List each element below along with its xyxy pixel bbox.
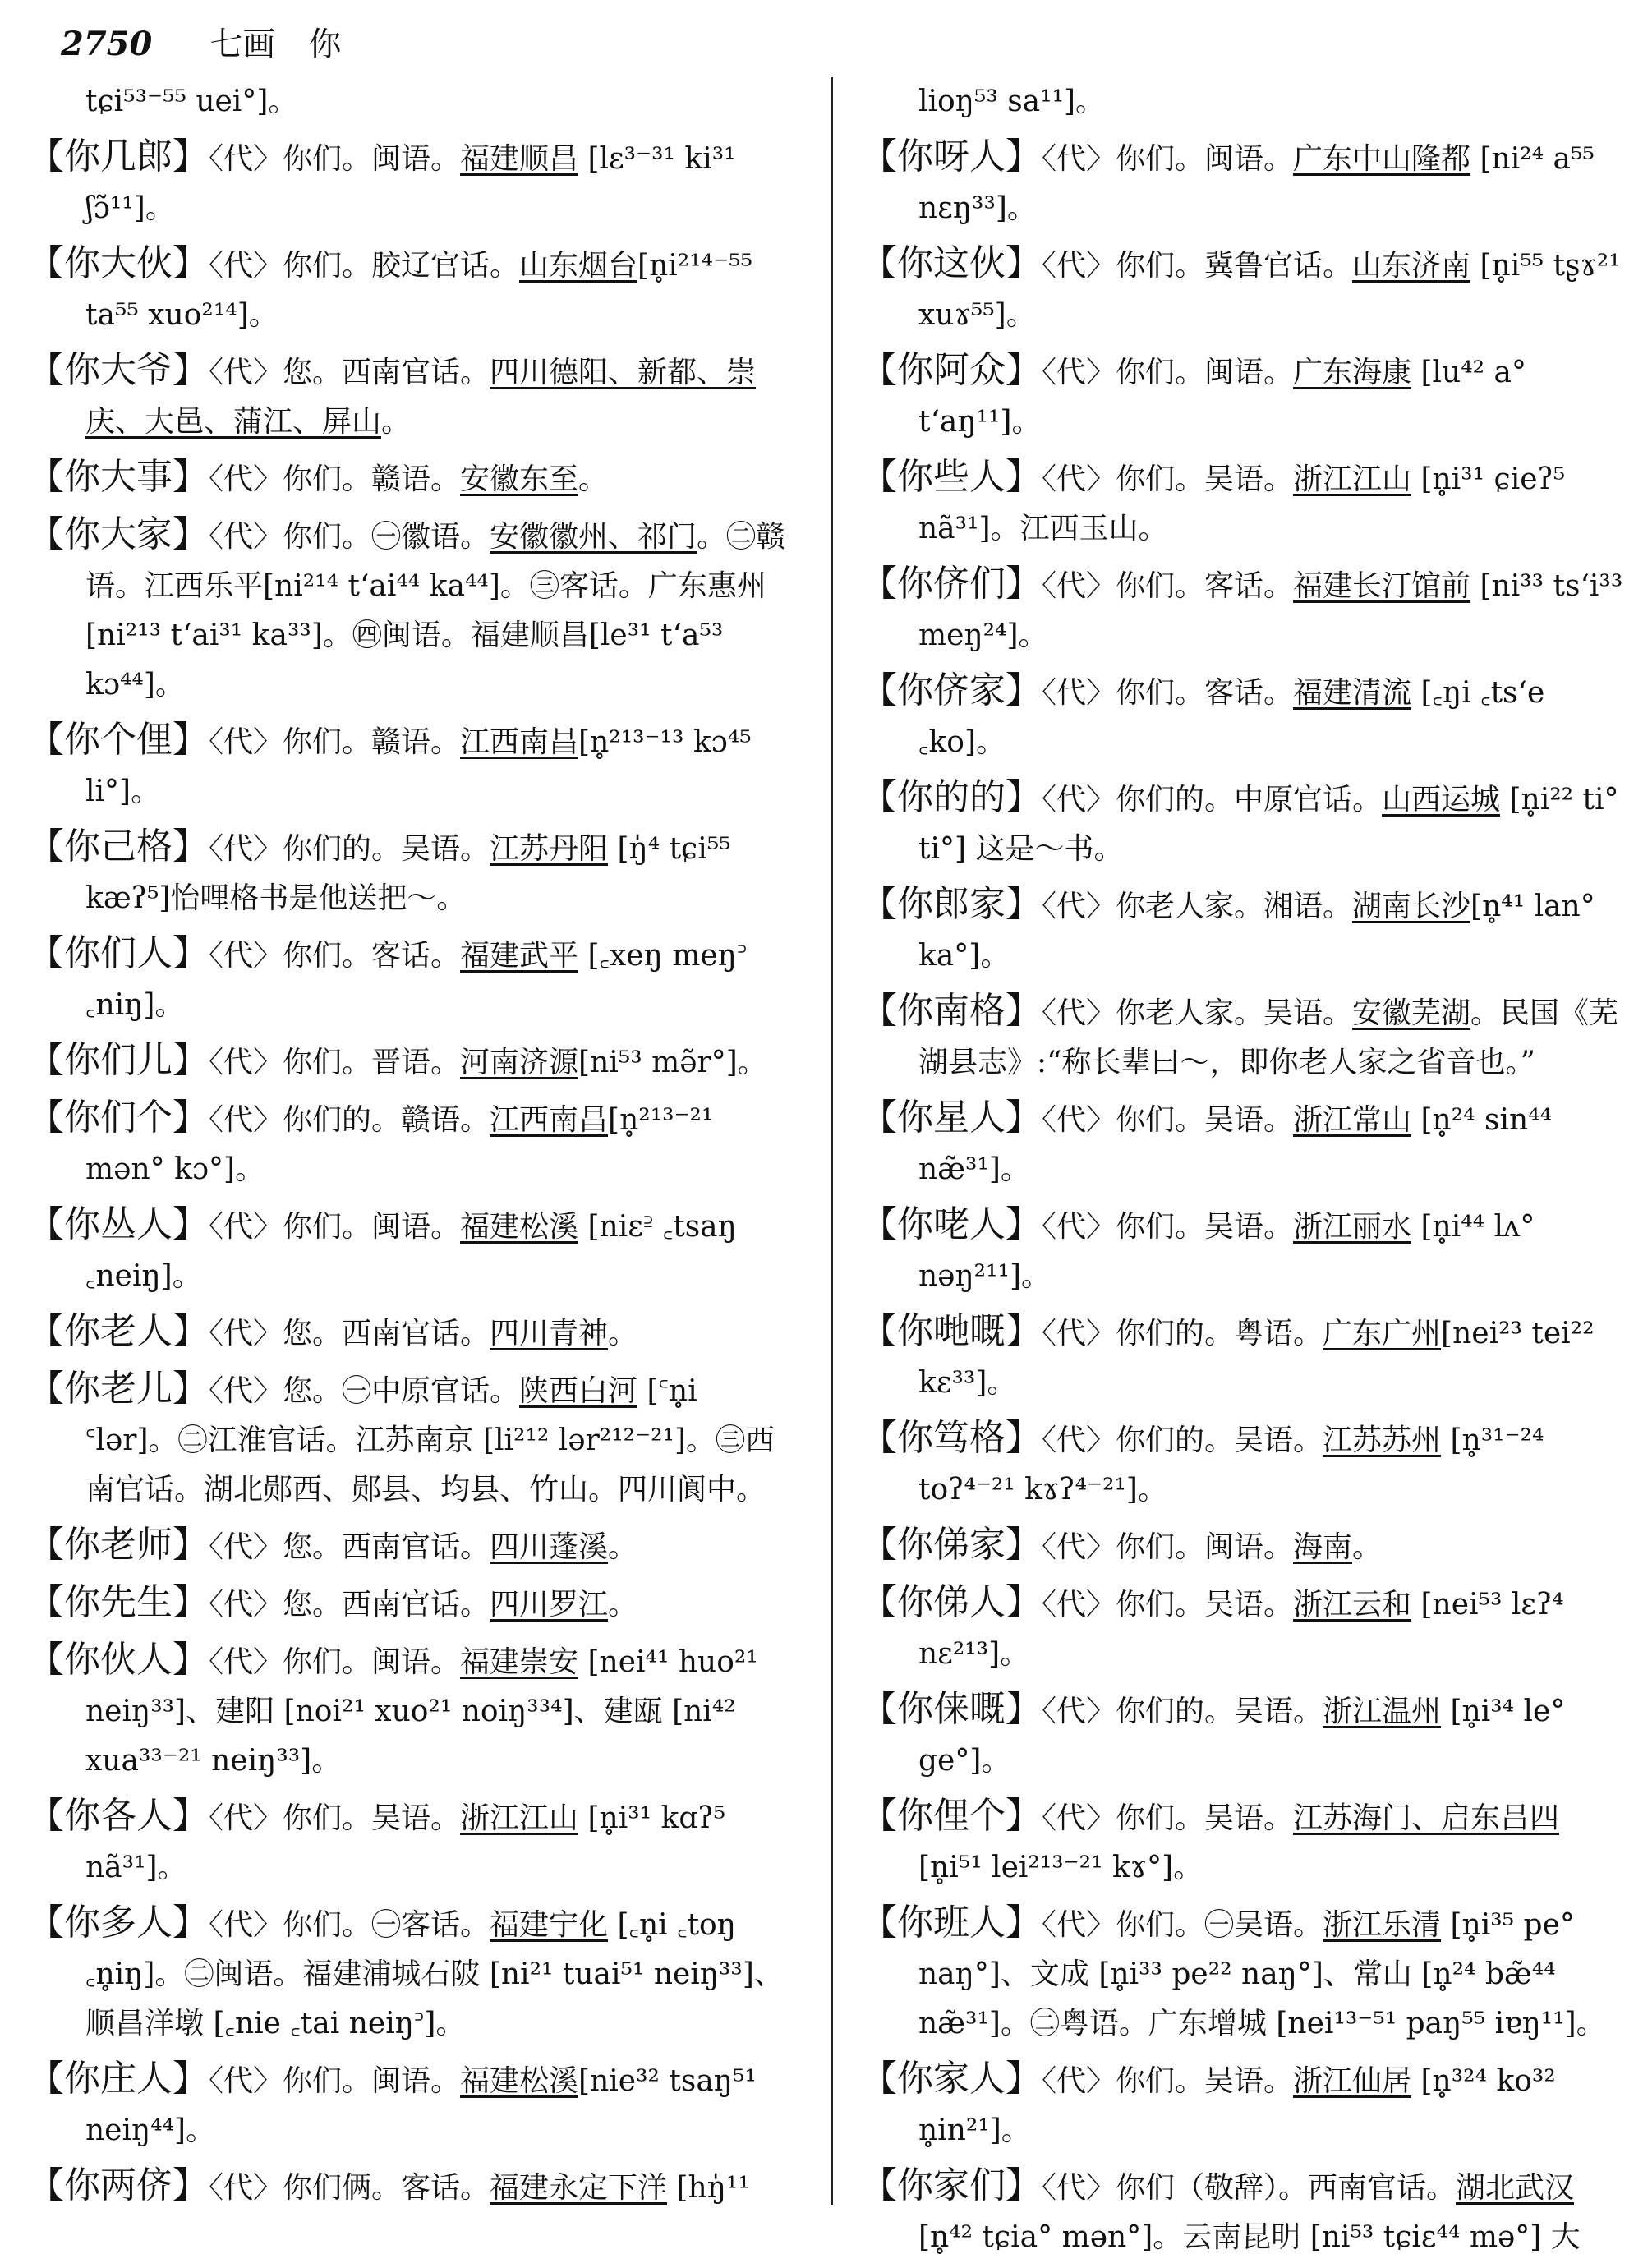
dictionary-entry <box>28 346 792 447</box>
headword: 【你各人】 <box>28 1795 209 1837</box>
place-name: 福建松溪 <box>460 2064 579 2098</box>
place-name: 广东中山隆都 <box>1293 142 1471 176</box>
pronunciation: [ŋ̍⁴ tɕi⁵⁵ kæʔ⁵]怡哩格书是他送把～。 <box>85 832 731 915</box>
definition: 〈代〉你们。闽语。 <box>1042 1530 1294 1564</box>
headword: 【你多人】 <box>28 1902 209 1944</box>
column-divider <box>831 77 833 2205</box>
dictionary-entry <box>28 2161 792 2213</box>
definition: 〈代〉你们。客话。 <box>1042 569 1294 603</box>
definition: 〈代〉您。西南官话。 <box>209 1588 490 1622</box>
headword: 【你们个】 <box>28 1097 209 1139</box>
dictionary-entry <box>28 1578 792 1630</box>
definition: 〈代〉你们。吴语。 <box>1042 1588 1294 1622</box>
headword: 【你这伙】 <box>861 242 1042 284</box>
right-column <box>861 77 1625 2268</box>
definition: 〈代〉您。㊀中原官话。 <box>209 1374 520 1408</box>
dictionary-entry <box>28 1898 792 2049</box>
pronunciation: [lɛ³⁻³¹ ki³¹ ʃɔ̃¹¹]。 <box>85 142 736 225</box>
dictionary-entry <box>28 929 792 1030</box>
definition: 〈代〉你们。闽语。 <box>1042 356 1294 389</box>
definition: 〈代〉你们。㊀吴语。 <box>1042 1908 1323 1942</box>
place-name: 福建清流 <box>1293 676 1412 710</box>
place-name: 江西南昌 <box>490 1103 609 1137</box>
headword: 【你咾人】 <box>861 1203 1042 1245</box>
definition: 〈代〉你们。赣语。 <box>209 462 461 496</box>
pronunciation: 。 <box>381 405 412 439</box>
place-name: 四川德阳、新都、崇庆、大邑、蒲江、屏山 <box>85 356 757 439</box>
definition: 〈代〉你们（敬辞）。西南官话。 <box>1042 2171 1457 2205</box>
place-name: 江苏丹阳 <box>490 832 609 866</box>
dictionary-entry <box>861 346 1625 447</box>
definition: 〈代〉你们。吴语。 <box>1042 1210 1294 1244</box>
place-name: 浙江乐清 <box>1323 1908 1442 1942</box>
place-name: 浙江云和 <box>1293 1588 1412 1622</box>
place-name: 安徽芜湖 <box>1352 996 1471 1030</box>
pronunciation: [hŋ̍¹¹ <box>667 2171 750 2205</box>
place-name: 河南济源 <box>460 1046 579 1079</box>
place-name: 安徽徽州、祁门 <box>490 520 697 554</box>
headword: 【你老师】 <box>28 1524 209 1566</box>
pronunciation: 。 <box>608 1317 638 1350</box>
place-name: 浙江丽水 <box>1293 1210 1412 1244</box>
pronunciation: [꜀n̥i ꜀toŋ ꜀n̥iŋ]。㊁闽语。福建浦城石陂 [ni²¹ tuai⁵¹ neiŋ³³]、顺昌洋墩 [꜀nie ꜀tai neiŋ꜄]。 <box>85 1908 784 2040</box>
dictionary-entry <box>861 239 1625 340</box>
headword: 【你南格】 <box>861 990 1042 1032</box>
dictionary-entry <box>861 1898 1625 2049</box>
pronunciation: [nie³² tsaŋ⁵¹ neiŋ⁴⁴]。 <box>85 2064 757 2147</box>
headword: 【你笃格】 <box>861 1417 1042 1459</box>
place-name: 四川青神 <box>490 1317 609 1350</box>
place-name: 陕西白河 <box>519 1374 638 1408</box>
dictionary-entry <box>861 1685 1625 1786</box>
pronunciation: [n̥i²¹⁴⁻⁵⁵ ta⁵⁵ xuo²¹⁴]。 <box>85 249 752 332</box>
headword: 【你庄人】 <box>28 2058 209 2100</box>
definition: 〈代〉你们的。吴语。 <box>1042 1695 1323 1728</box>
pronunciation: [nei²³ tei²² kɛ³³]。 <box>918 1317 1595 1400</box>
dictionary-entry <box>861 987 1625 1088</box>
pronunciation: [n̥i²² ti° ti°] 这是～书。 <box>918 783 1619 866</box>
pronunciation: 。 <box>578 462 609 496</box>
headword: 【你俤家】 <box>861 1524 1042 1566</box>
headword: 【你呀人】 <box>861 136 1042 177</box>
pronunciation: [n̥i³⁴ le° ge°]。 <box>918 1695 1566 1778</box>
headword: 【你大伙】 <box>28 242 209 284</box>
definition: 〈代〉你老人家。吴语。 <box>1042 996 1353 1030</box>
pronunciation: [ni²⁴ a⁵⁵ nɛŋ³³]。 <box>918 142 1595 225</box>
continued-text: lioŋ⁵³ sa¹¹]。 <box>918 85 1106 118</box>
headword: 【你们人】 <box>28 932 209 974</box>
place-name: 山东烟台 <box>519 249 638 283</box>
headword: 【你丛人】 <box>28 1203 209 1245</box>
definition: 〈代〉您。西南官话。 <box>209 1317 490 1350</box>
place-name: 海南 <box>1293 1530 1353 1564</box>
dictionary-entry <box>861 132 1625 233</box>
pronunciation: [n̥²¹³⁻²¹ mən° kɔ°]。 <box>85 1103 714 1186</box>
definition: 〈代〉您。西南官话。 <box>209 1530 490 1564</box>
pronunciation: 。民国《芜湖县志》:“称长辈曰～，即你老人家之省音也。” <box>918 996 1619 1079</box>
definition: 〈代〉你们。吴语。 <box>1042 462 1294 496</box>
definition: 〈代〉你们。冀鲁官话。 <box>1042 249 1353 283</box>
definition: 〈代〉你们的。中原官话。 <box>1042 783 1383 817</box>
definition: 〈代〉你们。闽语。 <box>1042 142 1294 176</box>
definition: 〈代〉你们。闽语。 <box>209 1645 461 1679</box>
dictionary-entry <box>28 715 792 817</box>
definition: 〈代〉你们的。赣语。 <box>209 1103 490 1137</box>
pronunciation: [n̥i³⁵ pe° naŋ°]、文成 [n̥i³³ pe²² naŋ°]、常山 [n̥²⁴ bæ̃⁴⁴ næ̃³¹]。㊁粤语。广东增城 [nei¹³⁻⁵¹ paŋ⁵⁵ iɐŋ¹¹]。 <box>918 1908 1606 2040</box>
dictionary-entry <box>861 1520 1625 1572</box>
definition: 〈代〉您。西南官话。 <box>209 356 490 389</box>
place-name: 浙江仙居 <box>1293 2064 1412 2098</box>
headword: 【你班人】 <box>861 1902 1042 1944</box>
pronunciation: [n̥³¹⁻²⁴ toʔ⁴⁻²¹ kɤʔ⁴⁻²¹]。 <box>918 1424 1544 1507</box>
definition: 〈代〉你们。客话。 <box>209 939 461 973</box>
place-name: 浙江江山 <box>1293 462 1412 496</box>
definition: 〈代〉你们。吴语。 <box>209 1801 461 1835</box>
headword: 【你侪家】 <box>861 669 1042 711</box>
headword: 【你俚个】 <box>861 1795 1042 1837</box>
place-name: 福建松溪 <box>460 1210 579 1244</box>
definition: 〈代〉你们的。吴语。 <box>209 832 490 866</box>
headword: 【你先生】 <box>28 1581 209 1623</box>
dictionary-entry <box>861 1200 1625 1301</box>
dictionary-entry <box>861 880 1625 981</box>
headword: 【你老人】 <box>28 1310 209 1352</box>
dictionary-entry <box>28 239 792 340</box>
headword: 【你大爷】 <box>28 349 209 391</box>
dictionary-entry <box>861 2054 1625 2155</box>
pronunciation: 。㊁赣语。江西乐平[ni²¹⁴ tʻai⁴⁴ ka⁴⁴]。㊂客话。广东惠州[ni²¹³ tʻai³¹ ka³³]。㊃闽语。福建顺昌[le³¹ tʻa⁵³ kɔ⁴⁴]。 <box>85 520 786 702</box>
place-name: 福建武平 <box>460 939 579 973</box>
pronunciation: [ni³³ tsʻi³³ meŋ²⁴]。 <box>918 569 1623 652</box>
dictionary-entry <box>28 1520 792 1572</box>
place-name: 浙江江山 <box>460 1801 579 1835</box>
pronunciation: [n̥i³¹ ɕieʔ⁵ nã³¹]。江西玉山。 <box>918 462 1566 545</box>
place-name: 福建崇安 <box>460 1645 579 1679</box>
dictionary-entry <box>28 1200 792 1301</box>
pronunciation: [n̥⁴¹ lan° ka°]。 <box>918 890 1595 973</box>
headword: 【你大事】 <box>28 456 209 498</box>
dictionary-entry <box>28 1307 792 1359</box>
definition: 〈代〉你们。吴语。 <box>1042 1801 1294 1835</box>
dictionary-entry <box>861 1307 1625 1408</box>
pronunciation: [lu⁴² a° tʻaŋ¹¹]。 <box>918 356 1526 439</box>
headword: 【你俫嘅】 <box>861 1688 1042 1730</box>
definition: 〈代〉你们的。粤语。 <box>1042 1317 1323 1350</box>
place-name: 浙江常山 <box>1293 1103 1412 1137</box>
place-name: 浙江温州 <box>1323 1695 1442 1728</box>
pronunciation: 。 <box>1352 1530 1383 1564</box>
definition: 〈代〉你们。赣语。 <box>209 725 461 759</box>
dictionary-entry <box>861 453 1625 554</box>
dictionary-entry <box>861 1414 1625 1515</box>
dictionary-entry <box>28 822 792 923</box>
place-name: 江苏海门、启东吕四 <box>1293 1801 1560 1835</box>
place-name: 湖北武汉 <box>1456 2171 1575 2205</box>
dictionary-entry <box>28 1364 792 1515</box>
dictionary-entry <box>861 666 1625 767</box>
definition: 〈代〉你们的。吴语。 <box>1042 1424 1323 1457</box>
headword: 【你个俚】 <box>28 719 209 761</box>
dictionary-entry <box>28 453 792 504</box>
dictionary-entry <box>28 510 792 710</box>
headword: 【你老儿】 <box>28 1368 209 1410</box>
pronunciation: [n̥⁴² tɕia° mən°]。云南昆明 [ni⁵³ tɕiɛ⁴⁴ mə°] 大 <box>918 2220 1581 2254</box>
dictionary-entry <box>861 1578 1625 1679</box>
definition: 〈代〉你们俩。客话。 <box>209 2171 490 2205</box>
place-name: 福建长汀馆前 <box>1293 569 1471 603</box>
headword: 【你家人】 <box>861 2058 1042 2100</box>
pronunciation: 。 <box>608 1588 638 1622</box>
place-name: 湖南长沙 <box>1352 890 1471 923</box>
place-name: 福建顺昌 <box>460 142 579 176</box>
left-column <box>28 77 792 2219</box>
definition: 〈代〉你们。闽语。 <box>209 2064 461 2098</box>
headword: 【你家们】 <box>861 2164 1042 2206</box>
dictionary-entry <box>861 559 1625 660</box>
pronunciation: [꜀xeŋ meŋ꜄ ꜀niŋ]。 <box>85 939 748 1022</box>
place-name: 江西南昌 <box>460 725 579 759</box>
definition: 〈代〉你们。晋语。 <box>209 1046 461 1079</box>
headword: 【你们儿】 <box>28 1039 209 1081</box>
place-name: 山东济南 <box>1352 249 1471 283</box>
page-header <box>61 18 341 67</box>
definition: 〈代〉你们。㊀客话。 <box>209 1908 490 1942</box>
continued-text: tɕi⁵³⁻⁵⁵ uei°]。 <box>85 85 298 118</box>
pronunciation: [꜂n̥i ꜂lər]。㊁江淮官话。江苏南京 [li²¹² lər²¹²⁻²¹]。㊂西南官话。湖北郧西、郧县、均县、竹山。四川阆中。 <box>85 1374 775 1507</box>
dictionary-entry <box>861 1093 1625 1194</box>
headword: 【你郎家】 <box>861 883 1042 925</box>
place-name: 广东海康 <box>1293 356 1412 389</box>
dictionary-entry <box>28 1792 792 1893</box>
headword: 【你星人】 <box>861 1097 1042 1139</box>
pronunciation: [n̥²¹³⁻¹³ kɔ⁴⁵ li°]。 <box>85 725 752 808</box>
dictionary-entry <box>861 2161 1625 2262</box>
pronunciation: 。 <box>608 1530 638 1564</box>
headword: 【你伙人】 <box>28 1639 209 1681</box>
pronunciation: [nei⁴¹ huo²¹ neiŋ³³]、建阳 [noi²¹ xuo²¹ noiŋ³³⁴]、建瓯 [ni⁴² xua³³⁻²¹ neiŋ³³]。 <box>85 1645 758 1778</box>
place-name: 江苏苏州 <box>1323 1424 1442 1457</box>
dictionary-entry <box>28 2054 792 2155</box>
pronunciation: [niɛ꜅ ꜀tsaŋ ꜀neiŋ]。 <box>85 1210 737 1293</box>
pronunciation: [n̥i³¹ kɑʔ⁵ nã³¹]。 <box>85 1801 726 1884</box>
headword: 【你己格】 <box>28 826 209 867</box>
dictionary-entry <box>861 1792 1625 1893</box>
pronunciation: [n̥i⁵¹ lei²¹³⁻²¹ kɤ°]。 <box>918 1851 1203 1884</box>
pronunciation: [ni⁵³ mə̃r°]。 <box>578 1046 767 1079</box>
headword: 【你两侪】 <box>28 2164 209 2206</box>
dictionary-entry <box>28 1093 792 1194</box>
pronunciation: [꜀ŋi ꜀tsʻe ꜀ko]。 <box>918 676 1545 759</box>
place-name: 广东广州 <box>1323 1317 1442 1350</box>
dictionary-entry <box>28 1635 792 1786</box>
headword: 【你阿众】 <box>861 349 1042 391</box>
headword: 【你哋嘅】 <box>861 1310 1042 1352</box>
pronunciation: [n̥i⁴⁴ lʌ° nəŋ²¹¹]。 <box>918 1210 1535 1293</box>
place-name: 福建永定下洋 <box>490 2171 668 2205</box>
pronunciation: [n̥²⁴ sin⁴⁴ næ̃³¹]。 <box>918 1103 1553 1186</box>
dictionary-entry <box>28 132 792 233</box>
dictionary-entry <box>28 1036 792 1088</box>
definition: 〈代〉你老人家。湘语。 <box>1042 890 1353 923</box>
page-number: 2750 <box>61 25 153 63</box>
dictionary-entry <box>861 773 1625 874</box>
pronunciation: [n̥i⁵⁵ tʂɤ²¹ xuɤ⁵⁵]。 <box>918 249 1621 332</box>
definition: 〈代〉你们。㊀徽语。 <box>209 520 490 554</box>
definition: 〈代〉你们。胶辽官话。 <box>209 249 520 283</box>
definition: 〈代〉你们。客话。 <box>1042 676 1294 710</box>
headword: 【你的的】 <box>861 776 1042 818</box>
place-name: 山西运城 <box>1382 783 1501 817</box>
definition: 〈代〉你们。闽语。 <box>209 142 461 176</box>
section-label: 七画 你 <box>209 25 342 63</box>
definition: 〈代〉你们。吴语。 <box>1042 2064 1294 2098</box>
place-name: 福建宁化 <box>490 1908 609 1942</box>
headword: 【你俤人】 <box>861 1581 1042 1623</box>
headword: 【你些人】 <box>861 456 1042 498</box>
definition: 〈代〉你们。吴语。 <box>1042 1103 1294 1137</box>
place-name: 四川蓬溪 <box>490 1530 609 1564</box>
pronunciation: [n̥³²⁴ ko³² n̥in²¹]。 <box>918 2064 1556 2147</box>
headword: 【你几郎】 <box>28 136 209 177</box>
place-name: 四川罗江 <box>490 1588 609 1622</box>
pronunciation: [nei⁵³ lɛʔ⁴ nɛ²¹³]。 <box>918 1588 1564 1671</box>
place-name: 安徽东至 <box>460 462 579 496</box>
headword: 【你侪们】 <box>861 563 1042 605</box>
definition: 〈代〉你们。闽语。 <box>209 1210 461 1244</box>
headword: 【你大家】 <box>28 513 209 555</box>
